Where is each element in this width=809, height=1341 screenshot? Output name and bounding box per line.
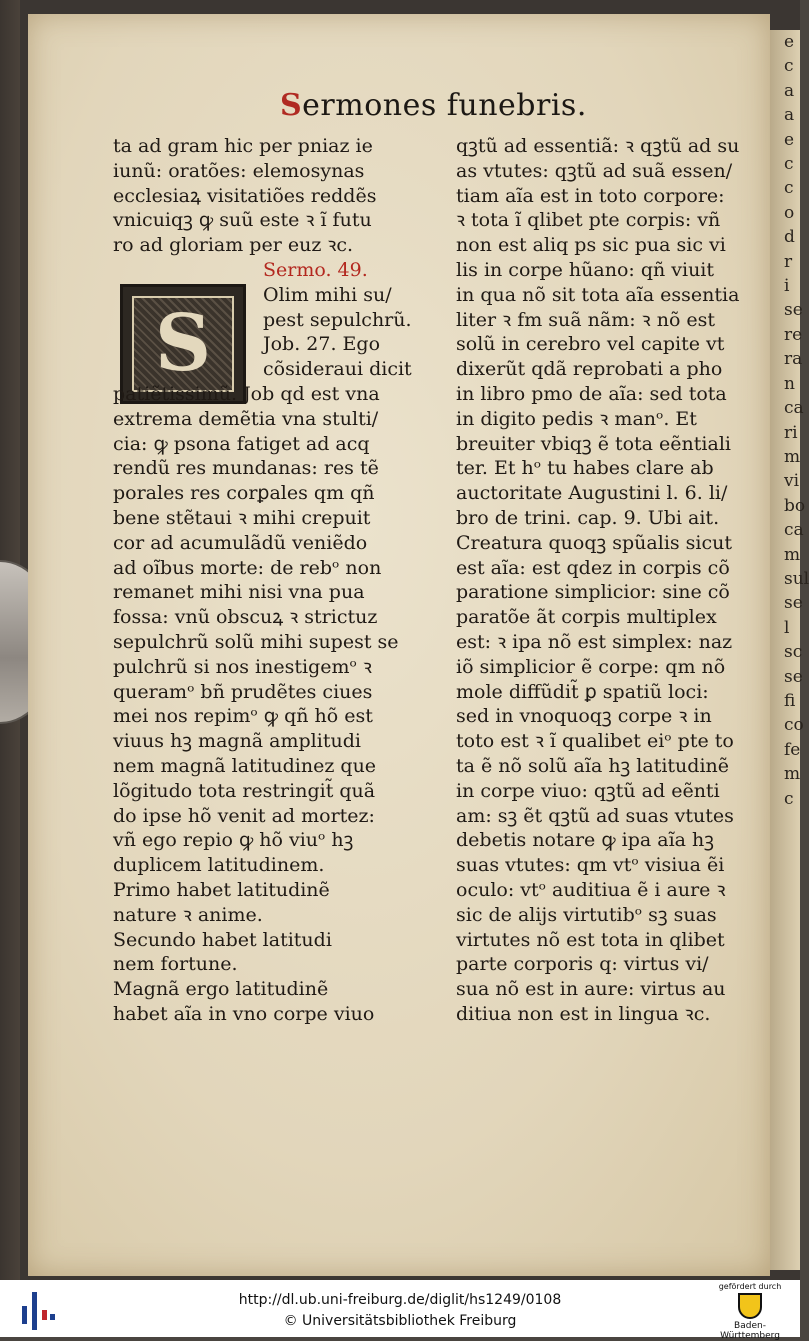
next-page-fragment: bo xyxy=(784,495,806,516)
text-line: breuiter vbiqꝫ ẽ tota eẽntiali xyxy=(456,432,731,455)
next-page-fragment: ca xyxy=(784,520,804,541)
footer-bar xyxy=(0,1280,800,1341)
text-line: in libro pmo de aĩa: sed tota xyxy=(456,382,727,405)
text-line: sed in vnoquoqꝫ corpe ꝛ in xyxy=(456,705,712,728)
text-line: suas vtutes: qm vtᵒ visiua ẽi xyxy=(456,854,725,877)
next-page-fragment: m xyxy=(784,446,801,467)
next-page-fragment: m xyxy=(784,764,801,785)
next-page-fragment: a xyxy=(784,105,795,126)
text-line: in digito pedis ꝛ manᵒ. Et xyxy=(456,407,697,430)
next-page-fragment: e xyxy=(784,32,795,52)
sponsor-caption: gefördert durch xyxy=(718,1282,782,1291)
text-line: do ipse hõ venit ad mortez: xyxy=(113,804,375,827)
next-page-fragment: se xyxy=(784,666,803,687)
document-url[interactable]: http://dl.ub.uni-freiburg.de/diglit/hs1249/0108 xyxy=(238,1292,562,1308)
text-line: nem magnã latitudinez que xyxy=(113,754,377,777)
next-page-fragment: o xyxy=(784,202,795,223)
text-line: pest sepulchrũ. xyxy=(263,308,412,331)
text-line: oculo: vtᵒ auditiua ẽ i aure ꝛ xyxy=(456,878,726,901)
header-initial: S xyxy=(280,88,303,123)
text-line: dixerũt qdã reprobati a pho xyxy=(456,358,723,381)
text-line: remanet mihi nisi vna pua xyxy=(113,581,365,604)
next-page-fragment: l xyxy=(784,617,790,638)
text-line: nature ꝛ anime. xyxy=(113,903,263,926)
text-line: paratõe ãt corpis multiplex xyxy=(456,606,717,629)
text-line: debetis notare ꝙ ipa aĩa hꝫ xyxy=(456,829,714,852)
text-line: ditiua non est in lingua ꝛc. xyxy=(456,1002,711,1025)
text-line: nem fortune. xyxy=(113,953,238,976)
text-line: Job. 27. Ego xyxy=(263,333,381,356)
header-title: ermones funebris. xyxy=(302,88,587,123)
text-line: parte corporis q: virtus vi/ xyxy=(456,953,709,976)
left-text-column xyxy=(113,134,443,1027)
text-line: ta ẽ nõ solũ aĩa hꝫ latitudinẽ xyxy=(456,754,730,777)
running-header xyxy=(280,88,587,123)
text-line: ad oĩbus morte: de rebᵒ non xyxy=(113,556,382,579)
next-page-fragment: c xyxy=(784,788,794,809)
text-line: rendũ res mundanas: res tẽ xyxy=(113,457,379,480)
text-line: duplicem latitudinem. xyxy=(113,854,325,877)
text-line: lis in corpe hũano: qñ viuit xyxy=(456,258,715,281)
next-page-fragment: fe xyxy=(784,739,801,760)
text-line: Primo habet latitudinẽ xyxy=(113,878,330,901)
text-line: ro ad gloriam per euz ꝛc. xyxy=(113,234,354,257)
sponsor-block xyxy=(710,1282,790,1341)
next-page-fragment: se xyxy=(784,300,803,321)
text-line: lõgitudo tota restringit̃ quã xyxy=(113,779,376,802)
text-line: ecclesiaꝝ visitatiões reddẽs xyxy=(113,184,377,207)
text-line: bro de trini. cap. 9. Ubi ait. xyxy=(456,506,720,529)
text-line: sic de alijs virtutibᵒ sꝫ suas xyxy=(456,903,717,926)
next-page-fragment: se xyxy=(784,593,803,614)
text-line: extrema demẽtia vna stulti/ xyxy=(113,407,379,430)
text-line: fossa: vnũ obscuꝝ ꝛ strictuz xyxy=(113,606,378,629)
sponsor-name: Baden-Württemberg xyxy=(720,1321,780,1341)
next-page-fragment: ca xyxy=(784,398,804,419)
text-line: ter. Et hᵒ tu habes clare ab xyxy=(456,457,714,480)
text-line: viuus hꝫ magnã amplitudi xyxy=(113,730,361,753)
text-line: sua nõ est in aure: virtus au xyxy=(456,978,726,1001)
next-page-fragment: re xyxy=(784,324,803,345)
next-page-fragment: c xyxy=(784,178,794,199)
next-page-fragment: ra xyxy=(784,349,803,370)
text-line: patiẽtissimũ. Job qd est vna xyxy=(113,382,380,405)
text-line: mei nos repimᵒ ꝙ qñ hõ est xyxy=(113,705,373,728)
next-page-fragment: n xyxy=(784,373,795,394)
next-page-fragment: c xyxy=(784,154,794,175)
initial-letter: S xyxy=(154,298,212,389)
next-page-fragment: e xyxy=(784,129,795,150)
next-page-fragment: co xyxy=(784,715,804,736)
text-line: liter ꝛ fm suã nãm: ꝛ nõ est xyxy=(456,308,716,331)
text-line: ꝛ tota ĩ qlibet pte corpis: vñ xyxy=(456,209,721,232)
next-page-fragment: ri xyxy=(784,422,798,443)
text-line: Creatura quoqꝫ spũalis sicut xyxy=(456,531,733,554)
next-page-fragment: a xyxy=(784,80,795,101)
next-page-edge xyxy=(770,30,809,1270)
text-line: tiam aĩa est in toto corpore: xyxy=(456,184,725,207)
text-line: cia: ꝙ psona fatiget ad acq xyxy=(113,432,370,455)
text-line: in corpe viuo: qꝫtũ ad eẽnti xyxy=(456,779,720,802)
copyright-notice: © Universitätsbibliothek Freiburg xyxy=(283,1313,517,1329)
next-page-fragment: r xyxy=(784,251,793,272)
next-page-fragment: d xyxy=(784,227,795,248)
text-line: Magnã ergo latitudinẽ xyxy=(113,978,329,1001)
text-line: as vtutes: qꝫtũ ad suã essen/ xyxy=(456,159,733,182)
text-line: non est aliq ps sic pua sic vi xyxy=(456,234,726,257)
text-line: iunũ: oratões: elemosynas xyxy=(113,159,365,182)
text-line: cor ad acumulãdũ veniẽdo xyxy=(113,531,368,554)
text-line: toto est ꝛ ĩ qualibet eiᵒ pte to xyxy=(456,730,734,753)
text-line: Sermo. 49. xyxy=(263,258,368,281)
text-line: cõsideraui dicit xyxy=(263,358,412,381)
text-line: in qua nõ sit tota aĩa essentia xyxy=(456,283,740,306)
text-line: paratione simplicior: sine cõ xyxy=(456,581,730,604)
text-line: mole diffũdit̃ ꝑ spatiũ loci: xyxy=(456,680,709,703)
coat-of-arms-icon xyxy=(738,1293,762,1319)
text-line: Secundo habet latitudi xyxy=(113,928,332,951)
text-line: habet aĩa in vno corpe viuo xyxy=(113,1002,375,1025)
next-page-fragment: fi xyxy=(784,690,796,711)
next-page-fragment: sc xyxy=(784,642,803,663)
text-line: est: ꝛ ipa nõ est simplex: naz xyxy=(456,630,733,653)
next-page-fragment: vi xyxy=(784,471,800,492)
text-line: iõ simplicior ẽ corpe: qm nõ xyxy=(456,655,726,678)
next-page-fragment: sul xyxy=(784,568,809,589)
text-line: qꝫtũ ad essentiã: ꝛ qꝫtũ ad su xyxy=(456,135,740,157)
text-line: sepulchrũ solũ mihi supest se xyxy=(113,630,399,653)
next-page-fragment: m xyxy=(784,544,801,565)
text-line: ta ad gram hic per pniaz ie xyxy=(113,135,373,157)
text-line: virtutes nõ est tota in qlibet xyxy=(456,928,725,951)
text-line: am: sꝫ ẽt qꝫtũ ad suas vtutes xyxy=(456,804,734,827)
text-line: vnicuiqꝫ ꝙ suũ este ꝛ ĩ futu xyxy=(113,209,372,232)
next-page-fragment: c xyxy=(784,56,794,77)
text-line: bene stẽtaui ꝛ mihi crepuit xyxy=(113,506,371,529)
right-text-column xyxy=(456,134,766,1027)
text-line: Olim mihi su/ xyxy=(263,283,392,306)
next-page-fragment: i xyxy=(784,276,790,297)
text-line: queramᵒ bñ prudẽtes ciues xyxy=(113,680,373,703)
text-line: solũ in cerebro vel capite vt xyxy=(456,333,725,356)
text-line: porales res corꝑales qm qñ xyxy=(113,482,375,505)
text-line: pulchrũ si nos inestigemᵒ ꝛ xyxy=(113,655,372,678)
text-line: vñ ego repio ꝙ hõ viuᵒ hꝫ xyxy=(113,829,354,852)
text-line: auctoritate Augustini l. 6. li/ xyxy=(456,482,728,505)
text-line: est aĩa: est qdez in corpis cõ xyxy=(456,556,730,579)
